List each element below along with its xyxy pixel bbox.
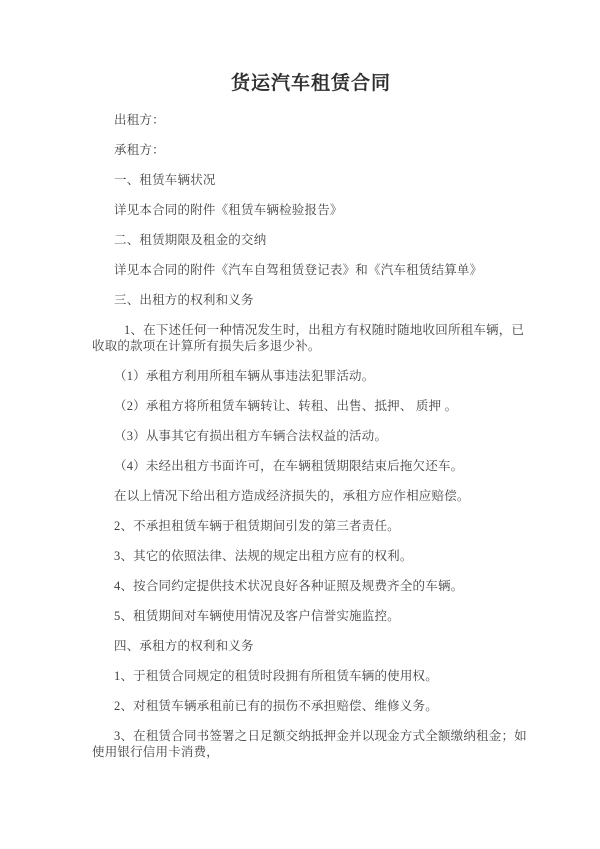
clause-subitem: （4）未经出租方书面许可，在车辆租赁期限结束后拖欠还车。 (114, 459, 464, 473)
document-title: 货运汽车租赁合同 (230, 73, 391, 94)
paragraph-lessor: 出租方： (114, 113, 165, 127)
clause-item: 1、于租赁合同规定的租赁时段拥有所租赁车辆的使用权。 (114, 669, 438, 683)
section-heading-1: 一、租赁车辆状况 (114, 173, 216, 187)
section-heading-3: 三、出租方的权利和义务 (114, 293, 254, 307)
document-body (0, 73, 600, 760)
section-heading-4: 四、承租方的权利和义务 (114, 639, 254, 653)
clause-subitem: （2）承租方将所租赁车辆转让、转租、出售、抵押、 质押 。 (114, 399, 458, 413)
clause-item: 4、按合同约定提供技术状况良好各种证照及规费齐全的车辆。 (114, 579, 464, 593)
paragraph: 在以上情况下给出租方造成经济损失的，承租方应作相应赔偿。 (114, 489, 470, 503)
paragraph: 详见本合同的附件《汽车自驾租赁登记表》和《汽车租赁结算单》 (114, 263, 483, 277)
paragraph: 详见本合同的附件《租赁车辆检验报告》 (114, 203, 343, 217)
section-heading-2: 二、租赁期限及租金的交纳 (114, 233, 267, 247)
clause-item: 2、对租赁车辆承租前已有的损伤不承担赔偿、维修义务。 (114, 699, 438, 713)
clause-item: 1、在下述任何一种情况发生时，出租方有权随时随地收回所租车辆，已收取的款项在计算所有损失后多退少补。 (92, 323, 525, 353)
clause-item: 3、其它的依照法律、法规的规定出租方应有的权利。 (114, 549, 413, 563)
clause-subitem: （3）从事其它有损出租方车辆合法权益的活动。 (114, 429, 388, 443)
clause-item: 3、在租赁合同书签署之日足额交纳抵押金并以现金方式全额缴纳租金；如使用银行信用卡消费， (92, 729, 527, 759)
clause-item: 5、租赁期间对车辆使用情况及客户信誉实施监控。 (114, 609, 400, 623)
clause-subitem: （1）承租方利用所租车辆从事违法犯罪活动。 (114, 369, 375, 383)
clause-item: 2、不承担租赁车辆于租赁期间引发的第三者责任。 (114, 519, 400, 533)
paragraph-lessee: 承租方： (114, 143, 165, 157)
